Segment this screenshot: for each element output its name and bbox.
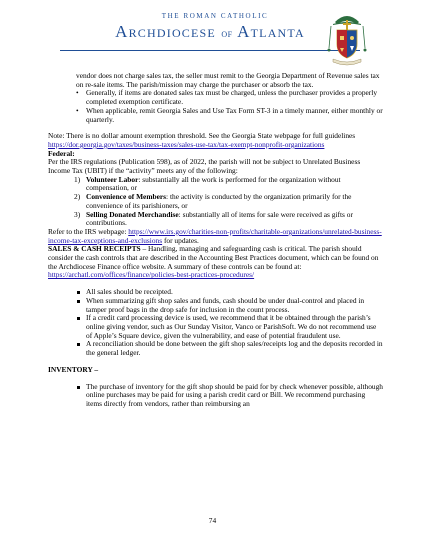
item-text: : substantially all the work is performed for the organization without compensation, or — [86, 174, 341, 193]
list-item: A reconciliation should be done between the gift shop sales/receipts log and the deposits recorded in the general ledger. — [76, 340, 383, 357]
georgia-tax-link[interactable]: https://dor.georgia.gov/taxes/business-taxes/sales-use-tax/tax-exempt-nonprofit-organizations — [48, 139, 325, 149]
note-text: Note: There is no dollar amount exemption threshold. See the Georgia State webpage for full guidelines — [48, 131, 356, 141]
list-item: • Generally, if items are donated sales tax must be charged, unless the purchaser provides a properly completed exemption certificate. — [76, 89, 383, 106]
document-body — [48, 72, 383, 409]
sales-heading: SALES & CASH RECEIPTS — [48, 244, 141, 254]
letterhead-title — [60, 22, 360, 42]
letterhead-top-line: THE ROMAN CATHOLIC — [161, 12, 269, 20]
cash-controls-list — [48, 288, 383, 358]
sales-link-line — [48, 271, 383, 280]
list-item — [76, 176, 383, 193]
note-paragraph — [48, 132, 383, 149]
item-label: Selling Donated Merchandise — [86, 209, 179, 219]
item-number: 2) — [74, 192, 81, 202]
federal-heading-text: Federal: — [48, 148, 75, 158]
list-item: If a credit card processing device is used, we recommend that it be obtained through the parish’s online giving vendor, such as Our Sunday Visitor, Vanco or ParishSoft. We do not recommend use of Apple’s Square device, given the vulnerability, and ease of potential fraudulent use. — [76, 314, 383, 340]
inventory-heading — [48, 366, 383, 375]
list-item: When summarizing gift shop sales and funds, cash should be under dual-control and placed in tamper proof bags in the drop safe for inclusion in the count process. — [76, 297, 383, 314]
page-number: 74 — [208, 516, 217, 525]
irs-link[interactable]: https://www.irs.gov/charities-non-profits/charitable-organizations/unrelated-business-income-tax-exceptions-and-exclusions — [48, 226, 382, 245]
archatl-link[interactable]: https://archatl.com/offices/finance/policies-best-practices-procedures/ — [48, 270, 255, 280]
sales-text: – Handling, managing and safeguarding cash is critical. The parish should consider the cash controls that are described in the Accounting Best Practices document, which can be found on the Archdiocese Finance office website. A summary of these controls can be found at: — [48, 244, 379, 271]
letterhead-name-part1: Archdiocese — [115, 22, 216, 41]
item-text: : substantially all of items for sale were received as gifts or contributions. — [86, 209, 353, 228]
continued-paragraph: vendor does not charge sales tax, the seller must remit to the Georgia Department of Revenue sales tax on re-sale items. The parish/mission may charge the purchaser or absorb the tax. — [76, 71, 380, 89]
letterhead — [0, 6, 425, 68]
item-number: 3) — [74, 209, 81, 219]
federal-paragraph: Per the IRS regulations (Publication 598), as of 2022, the parish will not be subject to Unrelated Business Income Tax (UBIT) if the “activity” meets any of the following: — [48, 157, 361, 176]
archdiocese-seal-icon — [327, 8, 367, 66]
irs-suffix: for updates. — [162, 235, 199, 245]
item-label: Volunteer Labor — [86, 174, 139, 184]
list-item — [76, 211, 383, 228]
letterhead-name-of: of — [221, 28, 233, 40]
sales-paragraph — [48, 245, 383, 271]
ubit-exceptions-list — [48, 176, 383, 228]
item-label: Convenience of Members — [86, 192, 167, 202]
item-text: : the activity is conducted by the organization primarily for the convenience of its parishioners, or — [86, 192, 352, 210]
sales-tax-list — [48, 89, 383, 124]
list-item: • When applicable, remit Georgia Sales and Use Tax Form ST-3 in a timely manner, either monthly or quarterly. — [76, 107, 383, 124]
list-item: All sales should be receipted. — [76, 288, 383, 297]
letterhead-name-part2: Atlanta — [237, 22, 305, 41]
inventory-list — [48, 383, 383, 409]
list-item — [76, 193, 383, 210]
irs-paragraph — [48, 228, 383, 245]
inventory-heading-text: INVENTORY – — [48, 364, 99, 374]
irs-text: Refer to the IRS webpage: — [48, 226, 129, 236]
list-item: The purchase of inventory for the gift shop should be paid for by check whenever possible, although online purchases may be paid for using a parish credit card or Bill. We recommend purchasing items directly from vendors, rather than reimbursing an — [76, 383, 383, 409]
letterhead-rule — [60, 50, 360, 51]
item-number: 1) — [74, 174, 81, 184]
